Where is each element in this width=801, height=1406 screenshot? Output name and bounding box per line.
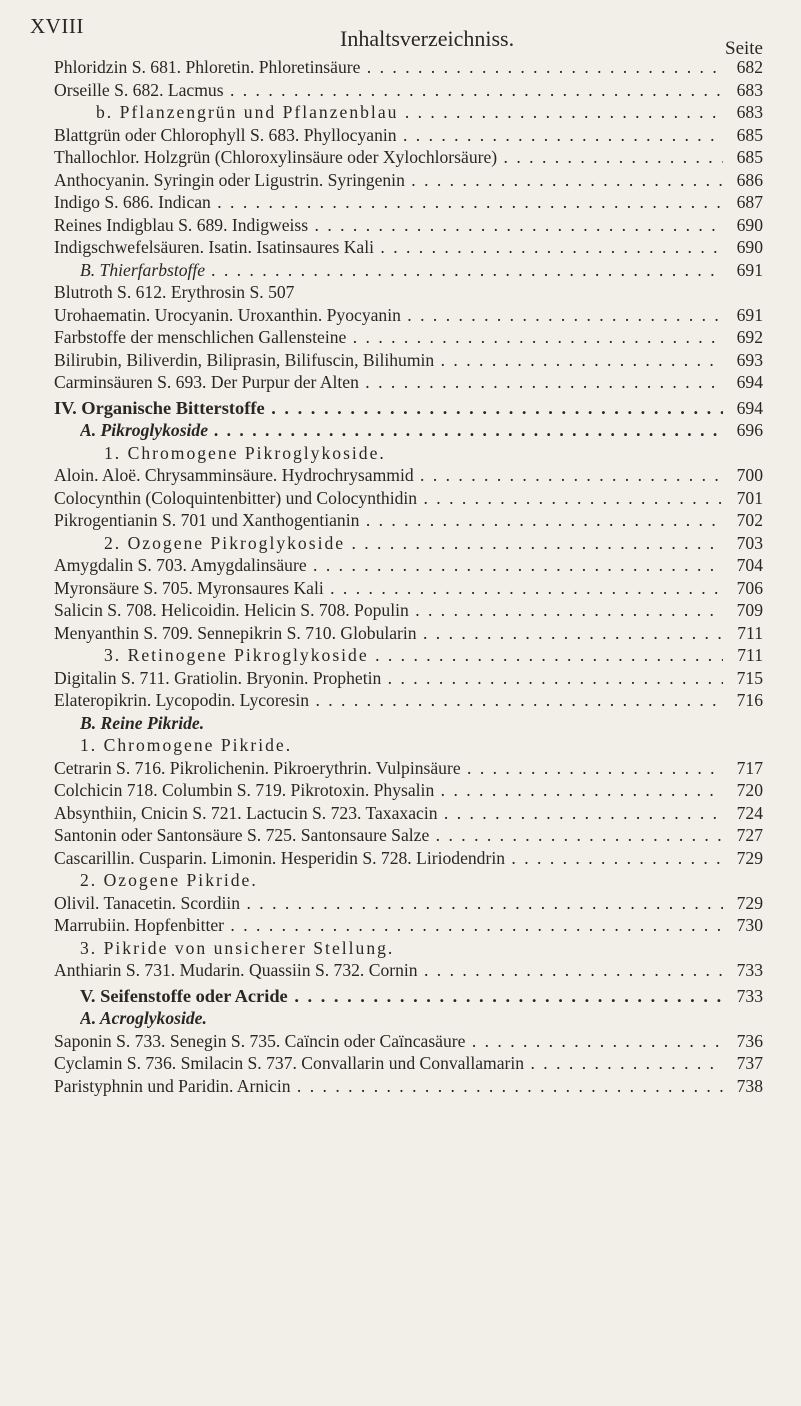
toc-entry-title: B. Reine Pikride. [80, 712, 205, 733]
toc-entry [0, 577, 801, 600]
toc-entry-title: Absynthiin, Cnicin S. 721. Lactucin S. 723. Taxaxacin . . . [54, 802, 723, 825]
toc-entry [0, 757, 801, 780]
toc-entry [0, 169, 801, 192]
page-column-label: Seite [725, 38, 763, 59]
toc-entry [0, 712, 801, 735]
toc-entry-title: Aloin. Aloë. Chrysamminsäure. Hydrochrysammid . . . [54, 464, 723, 487]
toc-entry-page: 711 [737, 645, 763, 665]
toc-entry [0, 667, 801, 690]
toc-entry [0, 734, 801, 757]
toc-entry-page: 737 [736, 1053, 763, 1073]
toc-entry-page: 683 [736, 79, 763, 100]
toc-entry [0, 509, 801, 532]
toc-entry-page: 703 [736, 532, 763, 553]
toc-entry-page: 694 [736, 372, 763, 392]
toc-entry-title: Elateropikrin. Lycopodin. Lycoresin . . . [54, 689, 723, 712]
toc-entry-title: Santonin oder Santonsäure S. 725. Santonsaure Salze . . . [54, 824, 723, 847]
toc-entry [0, 869, 801, 892]
toc-entry [0, 1007, 801, 1030]
toc-entry [0, 56, 801, 79]
toc-entry [0, 146, 801, 169]
toc-entry-page: 702 [736, 510, 763, 530]
toc-entry-title: Phloridzin S. 681. Phloretin. Phloretinsäure . . . [54, 56, 723, 79]
toc-entry [0, 259, 801, 282]
toc-entry-title: Marrubiin. Hopfenbitter . . . [54, 914, 723, 937]
toc-entry [0, 214, 801, 237]
toc-entry-title: Indigo S. 686. Indican . . . [54, 191, 723, 214]
toc-entry-page: 709 [736, 600, 763, 620]
toc-entry-page: 715 [736, 667, 763, 688]
toc-entry-page: 716 [736, 690, 763, 710]
toc-entry [0, 304, 801, 327]
toc-entry-title: Colocynthin (Coloquintenbitter) und Colocynthidin . . . [54, 487, 723, 510]
toc-entry-title: 2. Ozogene Pikride. [80, 870, 258, 890]
toc-entry-title: Orseille S. 682. Lacmus . . . [54, 79, 723, 102]
page-number: XVIII [30, 14, 84, 38]
toc-entry-page: 691 [736, 259, 763, 280]
toc-entry-title: Farbstoffe der menschlichen Gallensteine . . . [54, 326, 723, 349]
toc-entry-page: 693 [736, 349, 763, 370]
toc-entry-title: Myronsäure S. 705. Myronsaures Kali . . . [54, 577, 723, 600]
toc-entry-page: 727 [736, 825, 763, 845]
toc-entry [0, 326, 801, 349]
toc-entry [0, 79, 801, 102]
running-title: Inhaltsverzeichniss. [340, 26, 515, 51]
toc-entry-page: 692 [736, 327, 763, 347]
toc-entry [0, 689, 801, 712]
toc-entry-title: 3. Retinogene Pikroglykoside . . . [104, 644, 723, 667]
toc-entry [0, 892, 801, 915]
toc-entry-title: Cetrarin S. 716. Pikrolichenin. Pikroerythrin. Vulpinsäure . . . [54, 757, 723, 780]
toc-entry-page: 733 [736, 960, 763, 980]
toc-entry [0, 487, 801, 510]
toc-entry-title: Urohaematin. Urocyanin. Uroxanthin. Pyocyanin . . . [54, 304, 723, 327]
toc-entry-page: 694 [736, 397, 763, 418]
toc-entry-page: 729 [736, 847, 763, 868]
toc-entry-title: A. Pikroglykoside . . . [80, 419, 723, 442]
toc-entry-title: Reines Indigblau S. 689. Indigweiss . . . [54, 214, 723, 237]
toc-entry-title: V. Seifenstoffe oder Acride . . . [80, 985, 723, 1008]
toc-entry-title: Olivil. Tanacetin. Scordiin . . . [54, 892, 723, 915]
toc-entry [0, 397, 801, 420]
toc-entry-page: 733 [736, 985, 763, 1006]
toc-entry [0, 959, 801, 982]
toc-entry-title: Paristyphnin und Paridin. Arnicin . . . [54, 1075, 723, 1098]
toc-entry-page: 690 [736, 214, 763, 235]
toc-entry [0, 124, 801, 147]
toc-entry-title: Salicin S. 708. Helicoidin. Helicin S. 708. Populin . . . [54, 599, 723, 622]
toc-entry-title: 1. Chromogene Pikride. [80, 735, 293, 755]
toc-entry-title: Menyanthin S. 709. Sennepikrin S. 710. Globularin . . . [54, 622, 723, 645]
toc-entry [0, 599, 801, 622]
toc-entry [0, 281, 801, 304]
toc-entry [0, 847, 801, 870]
toc-entry-title: B. Thierfarbstoffe . . . [80, 259, 723, 282]
toc-entry-page: 685 [736, 147, 763, 167]
toc-entry-page: 683 [736, 102, 763, 122]
toc-entry [0, 1030, 801, 1053]
toc-entry [0, 442, 801, 465]
toc-entry [0, 101, 801, 124]
toc-entry-title: IV. Organische Bitterstoffe . . . [54, 397, 723, 420]
toc-entry-title: Pikrogentianin S. 701 und Xanthogentianin . . . [54, 509, 723, 532]
toc-entry [0, 937, 801, 960]
toc-entry [0, 622, 801, 645]
toc-entry-page: 691 [736, 304, 763, 325]
table-of-contents [0, 56, 801, 1097]
toc-entry-page: 704 [736, 555, 763, 575]
toc-entry-page: 724 [736, 802, 763, 823]
toc-entry-title: Colchicin 718. Columbin S. 719. Pikrotoxin. Physalin . . . [54, 779, 723, 802]
toc-entry-title: Amygdalin S. 703. Amygdalinsäure . . . [54, 554, 723, 577]
toc-entry-title: A. Acroglykoside. [80, 1008, 207, 1028]
toc-entry-page: 729 [736, 892, 763, 913]
toc-entry-title: Indigschwefelsäuren. Isatin. Isatinsaures Kali . . . [54, 236, 723, 259]
toc-entry-title: Blattgrün oder Chlorophyll S. 683. Phyllocyanin . . . [54, 124, 723, 147]
toc-entry [0, 236, 801, 259]
toc-entry-page: 696 [736, 420, 763, 440]
toc-entry [0, 371, 801, 394]
toc-entry [0, 802, 801, 825]
toc-entry-title: Digitalin S. 711. Gratiolin. Bryonin. Prophetin . . . [54, 667, 723, 690]
toc-entry-title: Anthiarin S. 731. Mudarin. Quassiin S. 732. Cornin . . . [54, 959, 723, 982]
toc-entry-page: 686 [736, 169, 763, 190]
toc-entry-page: 682 [736, 57, 763, 77]
toc-entry [0, 349, 801, 372]
toc-entry [0, 914, 801, 937]
toc-entry-page: 690 [736, 237, 763, 257]
toc-entry [0, 532, 801, 555]
toc-entry-page: 685 [736, 124, 763, 145]
toc-entry-title: 2. Ozogene Pikroglykoside . . . [104, 532, 723, 555]
toc-entry [0, 779, 801, 802]
toc-entry-title: Bilirubin, Biliverdin, Biliprasin, Bilifuscin, Bilihumin . . . [54, 349, 723, 372]
toc-entry-title: Cyclamin S. 736. Smilacin S. 737. Convallarin und Convallamarin . . . [54, 1052, 723, 1075]
toc-entry-title: Blutroth S. 612. Erythrosin S. 507 [54, 282, 295, 302]
toc-entry-title: Saponin S. 733. Senegin S. 735. Caïncin oder Caïncasäure . . . [54, 1030, 723, 1053]
toc-entry-page: 736 [736, 1030, 763, 1051]
toc-entry [0, 554, 801, 577]
toc-entry-page: 687 [736, 192, 763, 212]
toc-entry [0, 419, 801, 442]
toc-entry-page: 701 [736, 487, 763, 508]
toc-entry [0, 191, 801, 214]
toc-entry-title: b. Pflanzengrün und Pflanzenblau . . . [96, 101, 723, 124]
toc-entry-page: 711 [737, 622, 763, 643]
toc-entry-title: Carminsäuren S. 693. Der Purpur der Alten . . . [54, 371, 723, 394]
toc-entry-page: 717 [736, 757, 763, 778]
toc-entry-title: Anthocyanin. Syringin oder Ligustrin. Syringenin . . . [54, 169, 723, 192]
toc-entry [0, 1052, 801, 1075]
toc-entry-page: 720 [736, 780, 763, 800]
toc-entry-title: 1. Chromogene Pikroglykoside. [104, 442, 386, 463]
toc-entry-title: Thallochlor. Holzgrün (Chloroxylinsäure oder Xylochlorsäure) . . . [54, 146, 723, 169]
toc-entry-page: 730 [736, 915, 763, 935]
toc-entry [0, 1075, 801, 1098]
toc-entry [0, 824, 801, 847]
toc-entry [0, 464, 801, 487]
toc-entry-page: 738 [736, 1075, 763, 1096]
toc-entry [0, 985, 801, 1008]
toc-entry-page: 706 [736, 577, 763, 598]
toc-entry-title: 3. Pikride von unsicherer Stellung. [80, 937, 395, 958]
toc-entry-title: Cascarillin. Cusparin. Limonin. Hesperidin S. 728. Liriodendrin . . . [54, 847, 723, 870]
toc-entry-page: 700 [736, 465, 763, 485]
toc-entry [0, 644, 801, 667]
